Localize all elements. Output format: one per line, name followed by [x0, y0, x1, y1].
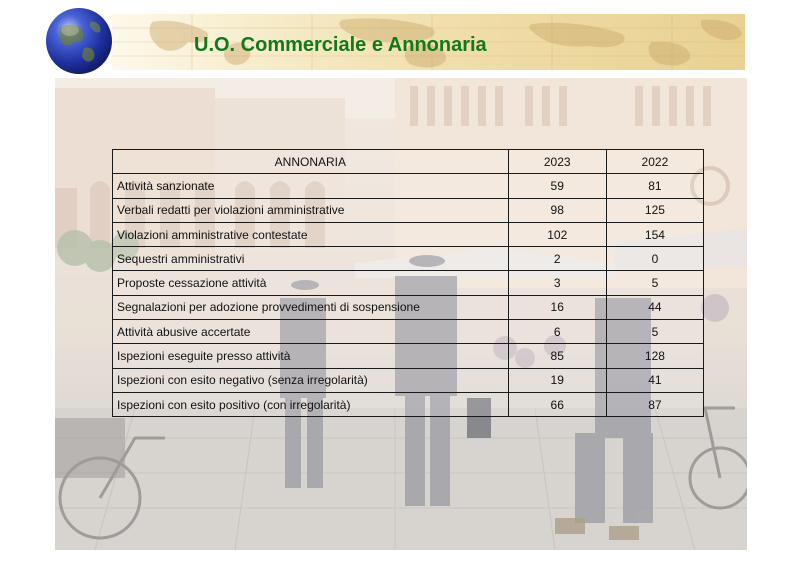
table-row: [113, 222, 704, 246]
value-2022: 125: [606, 198, 703, 222]
table-row: [113, 295, 704, 319]
annonaria-table: [112, 149, 704, 417]
row-label: Ispezioni con esito positivo (con irregolarità): [113, 392, 509, 416]
table-row: [113, 344, 704, 368]
table-header-row: [113, 150, 704, 174]
value-2023: 98: [508, 198, 606, 222]
row-label: Segnalazioni per adozione provvedimenti di sospensione: [113, 295, 509, 319]
value-2022: 5: [606, 271, 703, 295]
table-row: [113, 271, 704, 295]
value-2023: 16: [508, 295, 606, 319]
row-label: Ispezioni eseguite presso attività: [113, 344, 509, 368]
page-title: U.O. Commerciale e Annonaria: [194, 34, 487, 56]
value-2022: 128: [606, 344, 703, 368]
value-2023: 2: [508, 247, 606, 271]
row-label: Attività abusive accertate: [113, 320, 509, 344]
row-label: Verbali redatti per violazioni amministrative: [113, 198, 509, 222]
globe-icon: [46, 8, 112, 74]
column-header-2022: 2022: [606, 150, 703, 174]
value-2022: 5: [606, 320, 703, 344]
table-row: [113, 174, 704, 198]
row-label: Attività sanzionate: [113, 174, 509, 198]
value-2022: 44: [606, 295, 703, 319]
value-2022: 41: [606, 368, 703, 392]
row-label: Ispezioni con esito negativo (senza irregolarità): [113, 368, 509, 392]
value-2023: 3: [508, 271, 606, 295]
column-header-2023: 2023: [508, 150, 606, 174]
value-2023: 19: [508, 368, 606, 392]
value-2023: 85: [508, 344, 606, 368]
value-2022: 0: [606, 247, 703, 271]
table-row: [113, 392, 704, 416]
table-row: [113, 320, 704, 344]
table-row: [113, 368, 704, 392]
row-label: Proposte cessazione attività: [113, 271, 509, 295]
value-2023: 6: [508, 320, 606, 344]
value-2022: 81: [606, 174, 703, 198]
value-2023: 66: [508, 392, 606, 416]
table-row: [113, 247, 704, 271]
table-row: [113, 198, 704, 222]
value-2022: 87: [606, 392, 703, 416]
row-label: Sequestri amministrativi: [113, 247, 509, 271]
value-2023: 102: [508, 222, 606, 246]
value-2023: 59: [508, 174, 606, 198]
value-2022: 154: [606, 222, 703, 246]
column-header-annonaria: ANNONARIA: [113, 150, 509, 174]
row-label: Violazioni amministrative contestate: [113, 222, 509, 246]
